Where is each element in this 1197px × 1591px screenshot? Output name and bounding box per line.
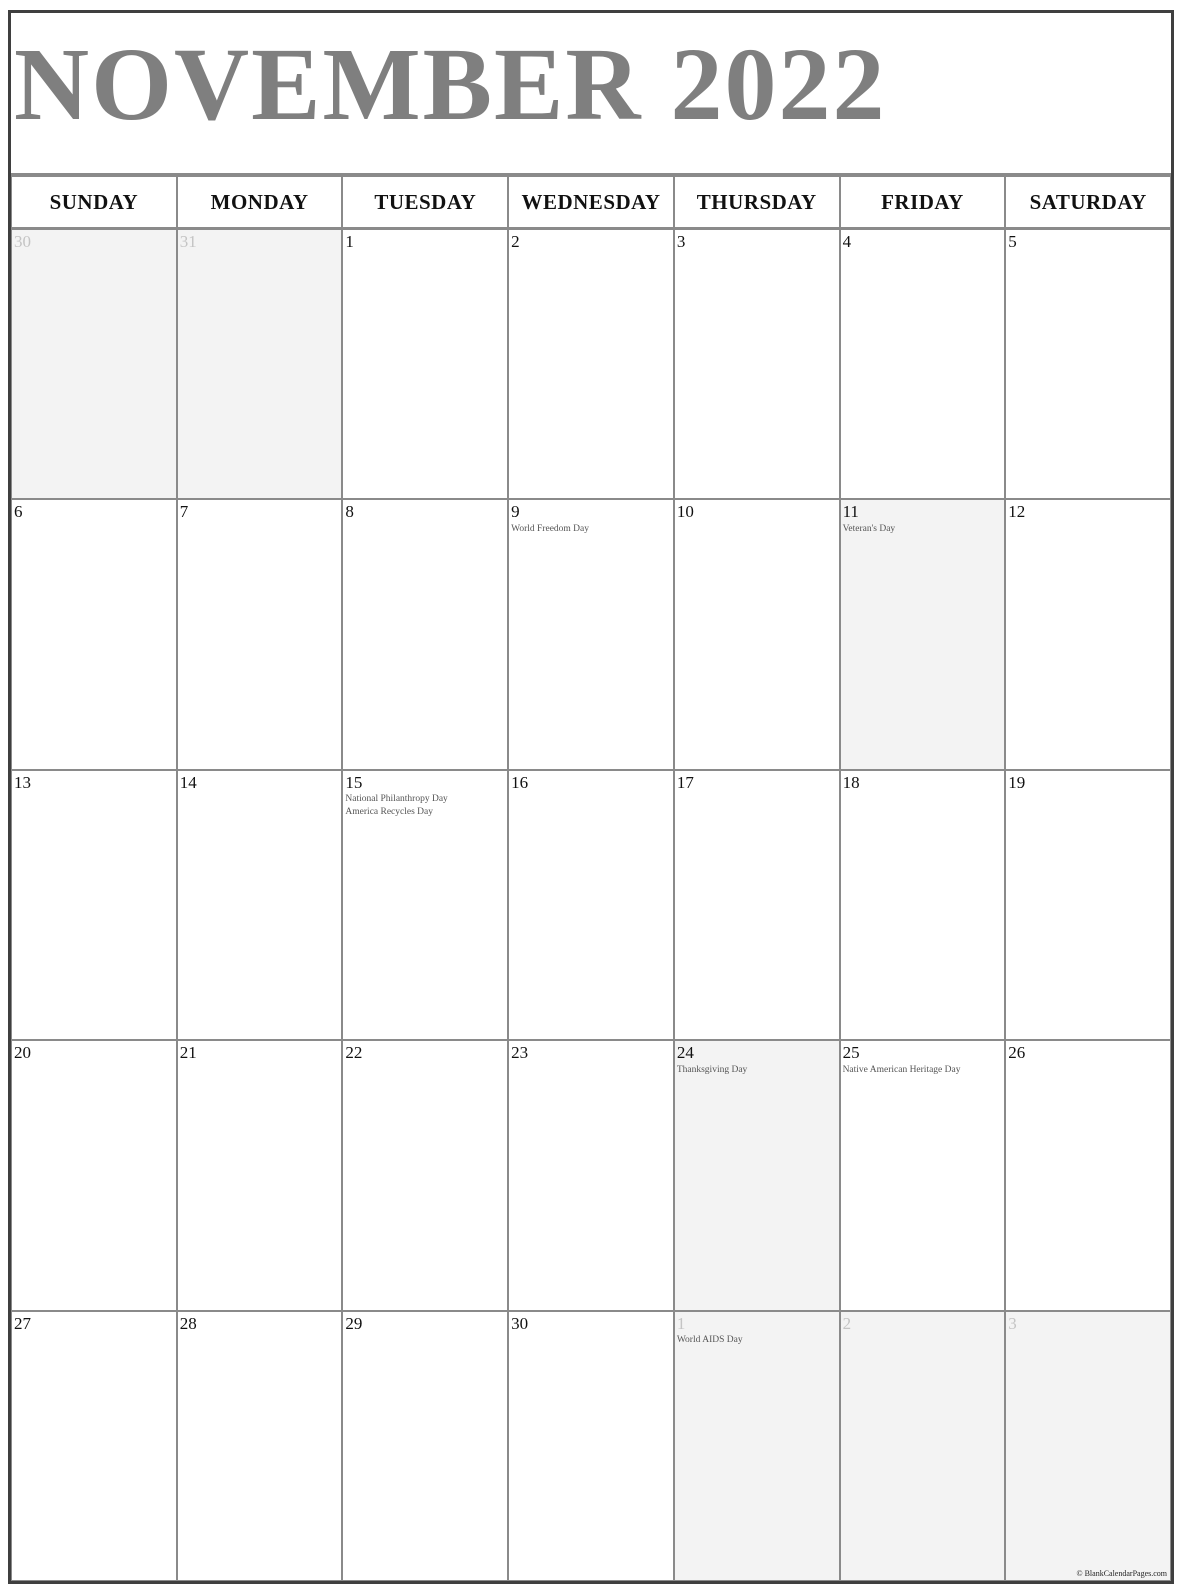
day-number: 29 xyxy=(345,1313,363,1333)
day-cell[interactable] xyxy=(342,770,508,1040)
day-cell[interactable] xyxy=(177,229,343,499)
day-number: 31 xyxy=(179,232,197,251)
day-number: 28 xyxy=(179,1313,197,1333)
day-cell[interactable] xyxy=(840,1040,1006,1310)
day-number: 17 xyxy=(676,772,694,792)
weekday-header-monday: MONDAY xyxy=(177,175,343,229)
day-number: 11 xyxy=(842,502,859,522)
day-number: 14 xyxy=(179,772,197,792)
day-number: 27 xyxy=(14,1313,31,1333)
event-label: Veteran's Day xyxy=(842,523,896,534)
event-label: World AIDS Day xyxy=(676,1335,743,1346)
calendar-page xyxy=(8,10,1174,1584)
day-number: 22 xyxy=(345,1043,363,1063)
day-number: 30 xyxy=(511,1313,529,1333)
day-cell[interactable] xyxy=(840,1311,1006,1581)
weekday-header-friday: FRIDAY xyxy=(840,175,1006,229)
event-label: Thanksgiving Day xyxy=(676,1064,748,1075)
day-number: 25 xyxy=(842,1043,860,1063)
day-number: 15 xyxy=(345,772,363,792)
day-number: 1 xyxy=(676,1313,686,1333)
day-number: 8 xyxy=(345,502,354,522)
day-number: 3 xyxy=(1008,1313,1017,1333)
day-number: 20 xyxy=(14,1043,31,1063)
day-cell[interactable] xyxy=(177,499,343,769)
day-number: 19 xyxy=(1008,772,1026,792)
day-cell[interactable] xyxy=(11,770,177,1040)
event-label: World Freedom Day xyxy=(511,523,589,534)
day-cell[interactable] xyxy=(840,770,1006,1040)
day-cell[interactable] xyxy=(674,229,840,499)
day-number: 4 xyxy=(842,232,852,251)
day-cell[interactable] xyxy=(1005,1040,1171,1310)
day-number: 13 xyxy=(14,772,31,792)
day-number: 7 xyxy=(179,502,189,522)
day-number: 23 xyxy=(511,1043,529,1063)
day-cell[interactable] xyxy=(674,1311,840,1581)
day-cell[interactable] xyxy=(1005,229,1171,499)
event-label: National Philanthropy Day xyxy=(345,794,448,805)
day-cell[interactable] xyxy=(508,770,674,1040)
day-number: 21 xyxy=(179,1043,197,1063)
day-number: 6 xyxy=(14,502,23,522)
day-cell[interactable] xyxy=(508,229,674,499)
day-cell[interactable] xyxy=(11,229,177,499)
day-cell[interactable] xyxy=(1005,770,1171,1040)
copyright-notice: © BlankCalendarPages.com xyxy=(1076,1569,1167,1578)
weekday-header-wednesday: WEDNESDAY xyxy=(508,175,674,229)
day-cell[interactable] xyxy=(508,1040,674,1310)
day-cell[interactable] xyxy=(508,499,674,769)
weekday-header-row xyxy=(11,175,1171,229)
day-cell[interactable] xyxy=(1005,499,1171,769)
weekday-header-thursday: THURSDAY xyxy=(674,175,840,229)
day-number: 9 xyxy=(511,502,520,522)
day-cell[interactable] xyxy=(342,1040,508,1310)
event-label: Native American Heritage Day xyxy=(842,1064,961,1075)
day-cell[interactable] xyxy=(177,1311,343,1581)
day-cell[interactable] xyxy=(177,770,343,1040)
weekday-header-tuesday: TUESDAY xyxy=(342,175,508,229)
day-cell[interactable] xyxy=(1005,1311,1171,1581)
day-cell[interactable] xyxy=(840,229,1006,499)
day-number: 12 xyxy=(1008,502,1026,522)
day-number: 18 xyxy=(842,772,860,792)
day-number: 26 xyxy=(1008,1043,1026,1063)
day-cell[interactable] xyxy=(674,1040,840,1310)
day-number: 10 xyxy=(676,502,694,522)
day-cell[interactable] xyxy=(508,1311,674,1581)
calendar-grid xyxy=(11,229,1171,1581)
day-cell[interactable] xyxy=(342,229,508,499)
day-number: 1 xyxy=(345,232,354,251)
day-cell[interactable] xyxy=(11,1040,177,1310)
day-cell[interactable] xyxy=(674,770,840,1040)
title-area xyxy=(11,13,1171,175)
day-number: 30 xyxy=(14,232,31,251)
weekday-header-sunday: SUNDAY xyxy=(11,175,177,229)
weekday-header-saturday: SATURDAY xyxy=(1005,175,1171,229)
day-number: 5 xyxy=(1008,232,1017,251)
day-cell[interactable] xyxy=(840,499,1006,769)
event-label: America Recycles Day xyxy=(345,806,433,817)
month-title: NOVEMBER 2022 xyxy=(14,27,887,142)
day-cell[interactable] xyxy=(674,499,840,769)
day-number: 3 xyxy=(676,232,686,251)
day-cell[interactable] xyxy=(11,499,177,769)
day-number: 2 xyxy=(842,1313,852,1333)
day-cell[interactable] xyxy=(342,499,508,769)
day-cell[interactable] xyxy=(177,1040,343,1310)
day-cell[interactable] xyxy=(11,1311,177,1581)
day-number: 24 xyxy=(676,1043,694,1063)
day-number: 2 xyxy=(511,232,520,251)
day-number: 16 xyxy=(511,772,529,792)
day-cell[interactable] xyxy=(342,1311,508,1581)
